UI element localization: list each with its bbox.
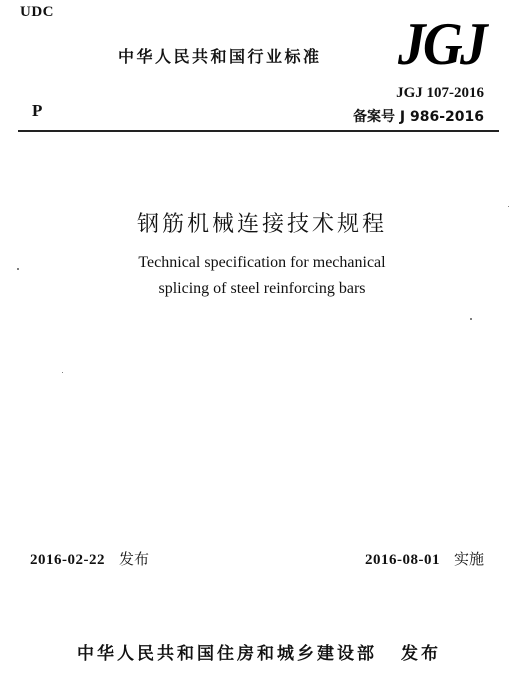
scan-speck: [62, 372, 63, 373]
issue-date: 2016-02-22: [30, 552, 105, 568]
issue-date-block: [30, 548, 149, 569]
classification-code: P: [32, 101, 43, 120]
effective-label: 实施: [453, 550, 484, 568]
publisher-ministry: 中华人民共和国住房和城乡建设部: [77, 644, 377, 664]
scan-speck: [470, 318, 472, 320]
header-divider: [18, 130, 499, 132]
document-title-english-line1: Technical specification for mechanical: [138, 254, 386, 271]
publisher-block: [0, 639, 518, 664]
document-title-english-line2: splicing of steel reinforcing bars: [158, 280, 366, 297]
scan-speck: [508, 206, 509, 207]
issue-label: 发布: [119, 550, 150, 568]
scan-speck: [17, 268, 19, 270]
standard-number: JGJ 107-2016: [396, 85, 484, 101]
effective-date-block: [365, 548, 484, 569]
effective-date: 2016-08-01: [364, 552, 440, 568]
industry-standard-label: 中华人民共和国行业标准: [118, 47, 322, 66]
filing-number: 备案号 J 986-2016: [353, 109, 484, 125]
jgj-logo: JGJ: [398, 11, 485, 77]
document-title-chinese: 钢筋机械连接技术规程: [136, 212, 387, 237]
udc-label: UDC: [20, 4, 54, 20]
publisher-label: 发布: [401, 644, 441, 664]
